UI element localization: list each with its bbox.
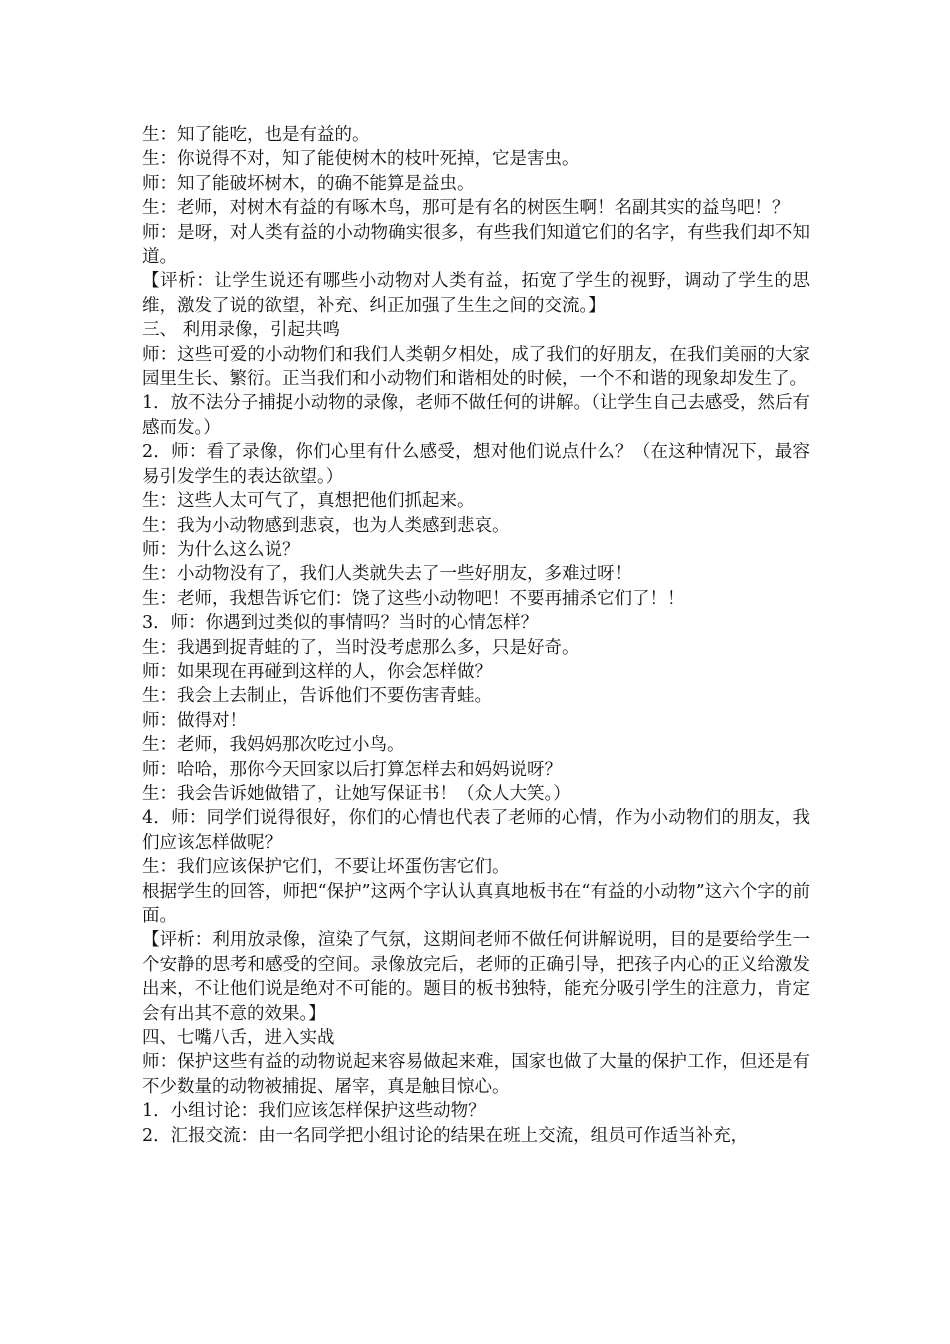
paragraph: 生：我遇到捉青蛙的了，当时没考虑那么多，只是好奇。 [142, 637, 580, 658]
paragraph: 生：我为小动物感到悲哀，也为人类感到悲哀。 [142, 515, 510, 536]
paragraph: 生：我们应该保护它们，不要让坏蛋伤害它们。 [142, 857, 510, 878]
paragraph: 师：哈哈，那你今天回家以后打算怎样去和妈妈说呀？ [142, 759, 562, 780]
commentary-paragraph: 【评析：让学生说还有哪些小动物对人类有益，拓宽了学生的视野，调动了学生的思维，激发了说的欲望，补充、纠正加强了生生之间的交流。】 [142, 271, 810, 316]
paragraph: 生：我会上去制止，告诉他们不要伤害青蛙。 [142, 686, 492, 707]
paragraph: 生：老师，对树木有益的有啄木鸟，那可是有名的树医生啊！名副其实的益鸟吧！？ [142, 198, 790, 219]
commentary-paragraph: 【评析：利用放录像，渲染了气氛，这期间老师不做任何讲解说明，目的是要给学生一个安静的思考和感受的空间。录像放完后，老师的正确引导，把孩子内心的正义给激发出来，不让他们说是绝对不可能的。题目的板书独特，能充分吸引学生的注意力，肯定会有出其不意的效果。】 [142, 930, 810, 1024]
paragraph: 生：老师，我妈妈那次吃过小鸟。 [142, 735, 405, 756]
paragraph: 生：小动物没有了，我们人类就失去了一些好朋友，多难过呀！ [142, 564, 632, 585]
paragraph: 生：我会告诉她做错了，让她写保证书！（众人大笑。） [142, 783, 571, 804]
numbered-item: 1．放不法分子捕捉小动物的录像，老师不做任何的讲解。（让学生自己去感受，然后有感而发。） [142, 393, 810, 438]
numbered-item: 4．师：同学们说得很好，你们的心情也代表了老师的心情，作为小动物们的朋友，我们应该怎样做呢？ [142, 808, 810, 853]
section-heading: 三、 利用录像，引起共鸣 [142, 320, 341, 341]
paragraph: 生：这些人太可气了，真想把他们抓起来。 [142, 491, 475, 512]
paragraph: 师：保护这些有益的动物说起来容易做起来难，国家也做了大量的保护工作，但还是有不少数量的动物被捕捉、屠宰，真是触目惊心。 [142, 1052, 810, 1097]
numbered-item: 2．师：看了录像，你们心里有什么感受，想对他们说点什么？（在这种情况下，最容易引发学生的表达欲望。） [142, 442, 810, 487]
paragraph: 师：知了能破坏树木，的确不能算是益虫。 [142, 173, 475, 194]
paragraph: 师：是呀，对人类有益的小动物确实很多，有些我们知道它们的名字，有些我们却不知道。 [142, 222, 810, 268]
paragraph: 生：你说得不对，知了能使树木的枝叶死掉，它是害虫。 [142, 149, 580, 170]
paragraph: 生：老师，我想告诉它们：饶了这些小动物吧！不要再捕杀它们了！！ [142, 588, 685, 609]
numbered-item: 2．汇报交流：由一名同学把小组讨论的结果在班上交流，组员可作适当补充， [142, 1125, 749, 1146]
paragraph: 师：为什么这么说？ [142, 539, 300, 560]
paragraph: 师：这些可爱的小动物们和我们人类朝夕相处，成了我们的好朋友，在我们美丽的大家园里生长、繁衍。正当我们和小动物们和谐相处的时候，一个不和谐的现象却发生了。 [142, 344, 810, 390]
paragraph: 生：知了能吃，也是有益的。 [142, 125, 370, 145]
paragraph: 师：做得对！ [142, 710, 247, 731]
numbered-item: 1．小组讨论：我们应该怎样保护这些动物？ [142, 1101, 486, 1122]
section-heading: 四、七嘴八舌，进入实战 [142, 1028, 335, 1049]
document-body [142, 123, 810, 1148]
paragraph: 根据学生的回答，师把“保护”这两个字认认真真地板书在“有益的小动物”这六个字的前面。 [142, 881, 810, 926]
numbered-item: 3．师：你遇到过类似的事情吗？当时的心情怎样？ [142, 613, 539, 634]
paragraph: 师：如果现在再碰到这样的人，你会怎样做？ [142, 661, 492, 682]
